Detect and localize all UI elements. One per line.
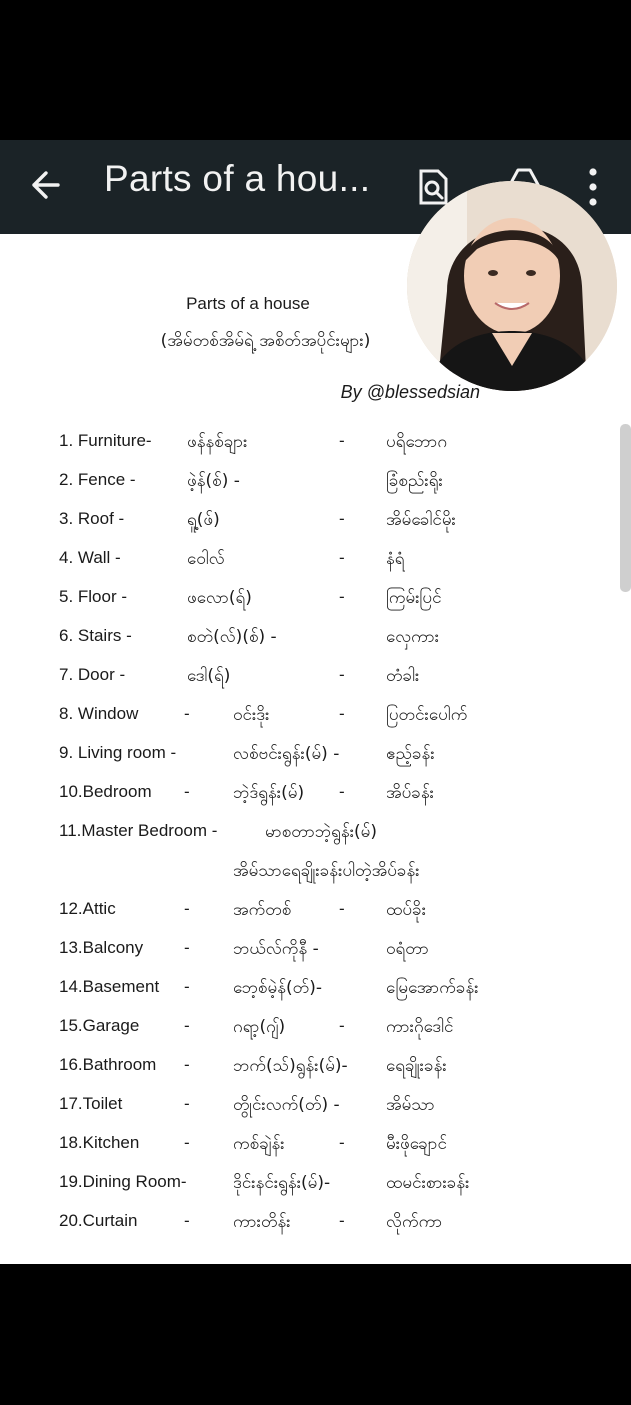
- myanmar-meaning: ဧည့်ခန်း: [386, 744, 435, 764]
- myanmar-pronunciation: အက်တစ်: [233, 900, 292, 920]
- list-item: [0, 509, 631, 543]
- list-item: [0, 821, 631, 855]
- myanmar-pronunciation: မာစတာဘဲ့ရွန်း(မ်): [265, 822, 378, 842]
- author-credit: By @blessedsian: [340, 382, 480, 402]
- myanmar-pronunciation: ဝင်းဒိုး: [233, 705, 270, 725]
- myanmar-pronunciation: တွိုင်းလက်(တ်) -: [233, 1095, 340, 1115]
- dash: -: [184, 704, 190, 723]
- list-item: [0, 860, 631, 894]
- status-area: [0, 0, 631, 140]
- bottom-area: [0, 1264, 631, 1405]
- arrow-back-icon[interactable]: [28, 162, 68, 208]
- list-item: [0, 1016, 631, 1050]
- dash: -: [184, 1094, 190, 1113]
- myanmar-pronunciation: ဘယ်လ်ကိုနီ -: [233, 939, 319, 959]
- english-term: 20.Curtain: [59, 1211, 138, 1230]
- myanmar-pronunciation: စတဲ(လ်)(စ်) -: [187, 627, 277, 647]
- english-term: 3. Roof -: [59, 509, 125, 528]
- myanmar-pronunciation: လစ်ဗင်းရွန်း(မ်) -: [233, 744, 340, 764]
- list-item: [0, 626, 631, 660]
- english-term: 19.Dining Room-: [59, 1172, 187, 1191]
- document-search-icon[interactable]: [416, 168, 452, 206]
- myanmar-meaning: ပရိဘောဂ: [386, 432, 448, 452]
- myanmar-meaning: ထပ်ခိုး: [386, 900, 427, 920]
- myanmar-pronunciation: ဖဲ့န်(စ်) -: [187, 471, 240, 491]
- dash: -: [339, 1211, 345, 1230]
- list-item: [0, 1055, 631, 1089]
- list-item: [0, 1094, 631, 1128]
- myanmar-pronunciation: ဖလော(ရ်): [187, 588, 252, 608]
- myanmar-meaning: မီးဖိုချောင်: [386, 1134, 447, 1154]
- english-term: 18.Kitchen: [59, 1133, 140, 1152]
- dash: -: [339, 704, 345, 723]
- myanmar-meaning: ထမင်းစားခန်း: [386, 1173, 470, 1193]
- myanmar-meaning: အိမ်သာ: [386, 1095, 435, 1115]
- list-item: [0, 1133, 631, 1167]
- english-term: 13.Balcony: [59, 938, 144, 957]
- list-item: [0, 743, 631, 777]
- english-term: 9. Living room -: [59, 743, 177, 762]
- english-term: 7. Door -: [59, 665, 126, 684]
- dash: -: [184, 977, 190, 996]
- myanmar-meaning: တံခါး: [386, 666, 420, 686]
- myanmar-meaning: လှေကား: [386, 627, 440, 647]
- list-item: [0, 431, 631, 465]
- dash: -: [184, 1133, 190, 1152]
- myanmar-meaning: မြေအောက်ခန်း: [386, 978, 479, 998]
- dash: -: [339, 587, 345, 606]
- myanmar-pronunciation: ဘေ့စ်မဲ့န်(တ်)-: [233, 978, 322, 998]
- heading: Parts of a house: [186, 294, 310, 313]
- myanmar-pronunciation: ဝေါလ်: [187, 549, 225, 569]
- myanmar-meaning: အိမ်ခေါင်မိုး: [386, 510, 456, 530]
- dash: -: [339, 431, 345, 450]
- webcam-overlay: [407, 181, 617, 391]
- english-term: 16.Bathroom: [59, 1055, 157, 1074]
- myanmar-pronunciation: ဖန်နစ်ချား: [187, 432, 248, 452]
- list-item: [0, 1211, 631, 1245]
- list-item: [0, 665, 631, 699]
- english-term: 2. Fence -: [59, 470, 136, 489]
- list-item: [0, 899, 631, 933]
- myanmar-meaning: နံရံ: [386, 549, 405, 569]
- dash: -: [339, 548, 345, 567]
- myanmar-pronunciation: အိမ်သာရေချိုးခန်းပါတဲ့အိပ်ခန်း: [233, 861, 420, 881]
- list-item: [0, 938, 631, 972]
- dash: -: [184, 899, 190, 918]
- dash: -: [184, 1016, 190, 1035]
- subheading: (အိမ်တစ်အိမ်ရဲ့ အစိတ်အပိုင်းများ): [160, 331, 371, 351]
- english-term: 11.Master Bedroom -: [59, 821, 218, 840]
- english-term: 17.Toilet: [59, 1094, 123, 1113]
- dash: -: [184, 1211, 190, 1230]
- list-item: [0, 587, 631, 621]
- dash: -: [184, 782, 190, 801]
- more-vert-icon[interactable]: [580, 162, 606, 212]
- english-term: 6. Stairs -: [59, 626, 132, 645]
- dash: -: [339, 1133, 345, 1152]
- document-title: Parts of a hou...: [104, 158, 371, 199]
- english-term: 12.Attic: [59, 899, 116, 918]
- list-item: [0, 1172, 631, 1206]
- myanmar-pronunciation: ကစ်ချဲန်း: [233, 1134, 285, 1154]
- myanmar-pronunciation: ရူ့(ဖ်): [187, 510, 220, 530]
- myanmar-meaning: အိပ်ခန်း: [386, 783, 434, 803]
- myanmar-pronunciation: ဂရာ့(ဂျ်): [233, 1017, 286, 1037]
- dash: -: [339, 899, 345, 918]
- dash: -: [339, 665, 345, 684]
- myanmar-meaning: ကားဂိုဒေါင်: [386, 1017, 454, 1037]
- myanmar-meaning: ခြံစည်းရိုး: [386, 471, 443, 491]
- english-term: 1. Furniture-: [59, 431, 152, 450]
- myanmar-pronunciation: ဒိုင်းနင်းရွန်း(မ်)-: [233, 1173, 331, 1193]
- english-term: 14.Basement: [59, 977, 160, 996]
- list-item: [0, 704, 631, 738]
- dash: -: [184, 1055, 190, 1074]
- myanmar-meaning: လိုက်ကာ: [386, 1212, 443, 1232]
- myanmar-meaning: ရေချိုးခန်း: [386, 1056, 447, 1076]
- english-term: 4. Wall -: [59, 548, 121, 567]
- myanmar-pronunciation: ဒေါ(ရ်): [187, 666, 231, 686]
- myanmar-meaning: ဝရံတာ: [386, 939, 429, 959]
- myanmar-pronunciation: ကားတိန်း: [233, 1212, 291, 1232]
- list-item: [0, 548, 631, 582]
- list-item: [0, 470, 631, 504]
- document-page: [0, 234, 631, 1264]
- myanmar-pronunciation: ဘဲ့ဒ်ရွန်း(မ်): [233, 783, 305, 803]
- dash: -: [339, 509, 345, 528]
- english-term: 8. Window: [59, 704, 139, 723]
- dash: -: [339, 782, 345, 801]
- list-item: [0, 782, 631, 816]
- english-term: 10.Bedroom: [59, 782, 152, 801]
- myanmar-pronunciation: ဘက်(သ်)ရွန်း(မ်)-: [233, 1056, 348, 1076]
- myanmar-meaning: ကြမ်းပြင်: [386, 588, 442, 608]
- myanmar-meaning: ပြတင်းပေါက်: [386, 705, 468, 725]
- list-item: [0, 977, 631, 1011]
- dash: -: [339, 1016, 345, 1035]
- english-term: 15.Garage: [59, 1016, 140, 1035]
- dash: -: [184, 938, 190, 957]
- english-term: 5. Floor -: [59, 587, 128, 606]
